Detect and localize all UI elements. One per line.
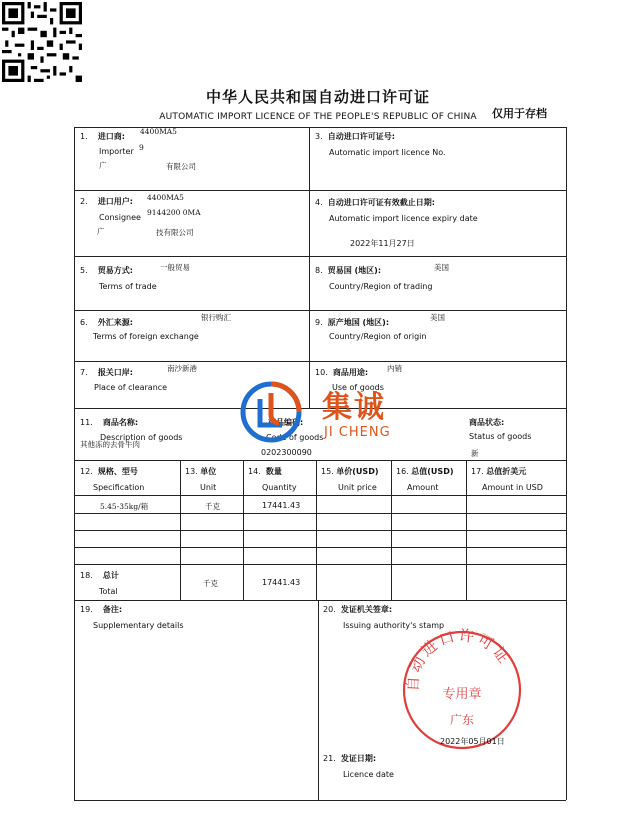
field-use-en: Use of goods xyxy=(332,383,384,392)
watermark-logo-text: 集诚 xyxy=(322,390,386,425)
field-code-label: 商品编码: xyxy=(268,418,304,427)
goods-spec: 5.45-35kg/箱 xyxy=(100,502,149,511)
licence-date-value: 2022年05月01日 xyxy=(440,737,505,746)
field-forex-label: 6. 外汇来源: xyxy=(80,318,134,327)
importer-name-suffix: 有限公司 xyxy=(166,162,196,171)
importer-name-prefix: 广 xyxy=(99,161,107,170)
consignee-name-prefix: 广 xyxy=(97,227,105,236)
page-subtitle: AUTOMATIC IMPORT LICENCE OF THE PEOPLE'S REPUBLIC OF CHINA xyxy=(159,112,477,122)
field-expiry-label: 4. 自动进口许可证有效截止日期: xyxy=(315,198,435,207)
field-licence-no-en: Automatic import licence No. xyxy=(329,148,446,157)
consignee-code-2: 9144200 0MA xyxy=(147,208,201,217)
field-use-label: 10. 商品用途: xyxy=(315,368,369,377)
goods-quantity: 17441.43 xyxy=(262,501,301,510)
field-expiry-en: Automatic import licence expiry date xyxy=(329,214,478,223)
col-qty-en: Quantity xyxy=(262,483,297,492)
field-trade-terms-label: 5. 贸易方式: xyxy=(80,266,134,275)
col-qty-label: 14. 数量 xyxy=(248,467,282,476)
remarks-en: Supplementary details xyxy=(93,621,184,630)
col-unit-price-label: 15. 单价(USD) xyxy=(321,467,379,476)
remarks-label: 19. 备注: xyxy=(80,605,123,614)
importer-code: 4400MA5 xyxy=(140,127,177,136)
expiry-date-value: 2022年11月27日 xyxy=(350,239,415,248)
col-spec-en: Specification xyxy=(93,483,145,492)
trading-country-value: 美国 xyxy=(434,263,449,272)
svg-text:专用章: 专用章 xyxy=(442,687,482,702)
total-unit: 千克 xyxy=(203,579,218,588)
field-goods-label: 11. 商品名称: xyxy=(80,418,139,427)
goods-unit: 千克 xyxy=(205,502,220,511)
clearance-value: 南沙新港 xyxy=(167,364,197,373)
field-trade-terms-en: Terms of trade xyxy=(99,282,157,291)
col-amount-label: 16. 总值(USD) xyxy=(396,467,454,476)
consignee-code: 4400MA5 xyxy=(147,193,184,202)
field-consignee-en: Consignee xyxy=(99,213,141,222)
total-en: Total xyxy=(99,587,118,596)
goods-value: 其他冻的去骨牛肉 xyxy=(80,440,140,449)
use-value: 内销 xyxy=(387,364,402,373)
col-amount-usd-label: 17. 总值折美元 xyxy=(471,467,527,476)
official-stamp xyxy=(400,628,524,752)
field-importer-en: Importer xyxy=(99,147,134,156)
trade-terms-value: 一般贸易 xyxy=(160,263,190,272)
col-unit-price-en: Unit price xyxy=(338,483,377,492)
col-unit-label: 13. 单位 xyxy=(185,467,217,476)
qr-code xyxy=(2,2,82,82)
licence-date-en: Licence date xyxy=(343,770,394,779)
forex-value: 银行购汇 xyxy=(201,313,231,322)
field-trading-country-en: Country/Region of trading xyxy=(329,282,433,291)
field-origin-label: 9. 原产地国 (地区): xyxy=(315,318,390,327)
field-importer-label: 1. 进口商: xyxy=(80,132,126,141)
col-spec-label: 12. 规格、型号 xyxy=(80,467,138,476)
field-forex-en: Terms of foreign exchange xyxy=(93,332,199,341)
field-licence-no-label: 3. 自动进口许可证号: xyxy=(315,132,395,141)
svg-text:广东: 广东 xyxy=(449,713,475,727)
licence-date-label: 21. 发证日期: xyxy=(323,754,377,763)
field-status-label: 商品状态: xyxy=(469,418,505,427)
field-status-en: Status of goods xyxy=(469,432,532,441)
col-amount-en: Amount xyxy=(407,483,439,492)
field-origin-en: Country/Region of origin xyxy=(329,332,427,341)
field-clearance-en: Place of clearance xyxy=(94,383,168,392)
code-value: 0202300090 xyxy=(261,448,312,457)
consignee-name-suffix: 技有限公司 xyxy=(156,228,194,237)
field-goods-en: Description of goods xyxy=(100,433,183,442)
col-unit-en: Unit xyxy=(200,483,217,492)
page-title: 中华人民共和国自动进口许可证 xyxy=(205,88,430,106)
total-label: 18. 总计 xyxy=(80,571,119,580)
origin-value: 美国 xyxy=(430,313,445,322)
status-value: 新 xyxy=(471,449,479,458)
field-trading-country-label: 8. 贸易国 (地区): xyxy=(315,266,382,275)
total-quantity: 17441.43 xyxy=(262,578,301,587)
watermark-logo-en: JI CHENG xyxy=(324,425,391,440)
svg-text:自动进口许可证: 自动进口许可证 xyxy=(403,628,515,692)
col-amount-usd-en: Amount in USD xyxy=(482,483,543,492)
importer-code-2: 9 xyxy=(139,143,144,152)
field-clearance-label: 7. 报关口岸: xyxy=(80,368,134,377)
field-code-en: Code of goods xyxy=(266,433,324,442)
watermark-logo-icon xyxy=(240,381,302,443)
field-consignee-label: 2. 进口用户: xyxy=(80,197,134,206)
stamp-en: Issuing authority's stamp xyxy=(343,621,445,630)
stamp-label: 20. 发证机关签章: xyxy=(323,605,393,614)
copy-note: 仅用于存档 xyxy=(492,107,547,120)
